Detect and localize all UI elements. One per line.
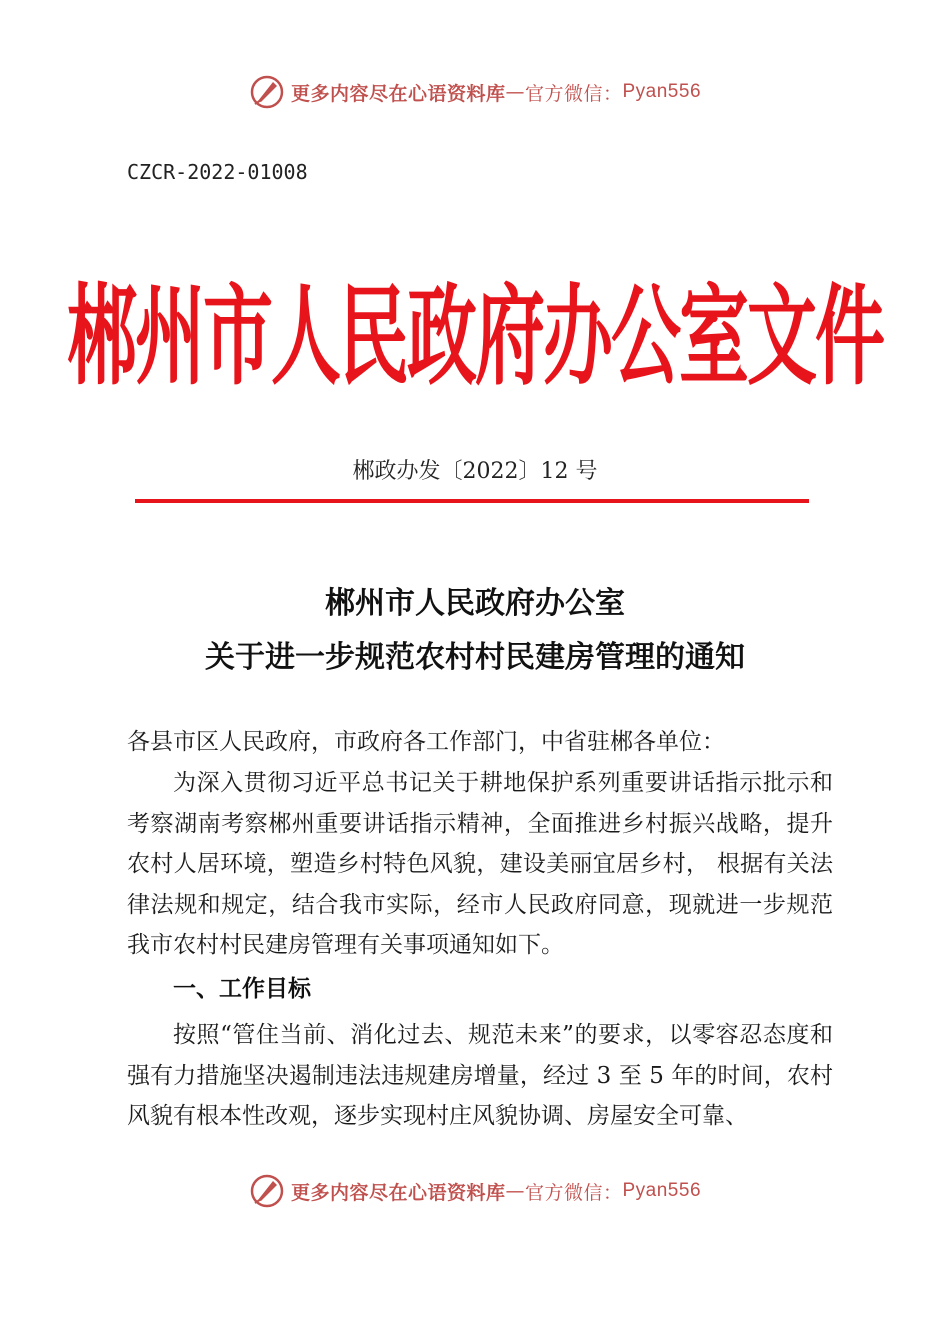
watermark-wechat-id: Pyan556 xyxy=(622,1180,702,1201)
watermark-banner-bottom xyxy=(0,1171,950,1211)
section-heading-goals: 一、工作目标 xyxy=(173,976,311,1002)
watermark-dash: — xyxy=(505,1180,525,1202)
watermark-lead-text: 更多内容尽在心语资料库 xyxy=(290,1181,506,1204)
red-header-title: 郴州市人民政府办公室文件 xyxy=(67,273,883,401)
red-divider-line xyxy=(135,499,809,503)
watermark-banner-top xyxy=(0,72,950,112)
watermark-dash: — xyxy=(505,81,525,103)
document-number: 郴政办发〔2022〕12 号 xyxy=(352,459,598,484)
paragraph-intro: 为深入贯彻习近平总书记关于耕地保护系列重要讲话指示批示和考察湖南考察郴州重要讲话指示精神，全面推进乡村振兴战略，提升农村人居环境，塑造乡村特色风貌，建设美丽宜居乡村， 根据有关法律法规和规定，结合我市实际，经市人民政府同意，现就进一步规范我市农村村民建房管理有关事项通知如下。 xyxy=(127,770,833,958)
watermark-lead-text: 更多内容尽在心语资料库 xyxy=(290,82,506,105)
salutation: 各县市区人民政府，市政府各工作部门，中省驻郴各单位： xyxy=(127,729,725,755)
document-title-line-1: 郴州市人民政府办公室 xyxy=(325,586,625,621)
quill-pen-icon xyxy=(249,74,285,110)
watermark-label: 官方微信： xyxy=(524,82,623,105)
document-title-line-2: 关于进一步规范农村村民建房管理的通知 xyxy=(205,640,745,675)
watermark-label: 官方微信： xyxy=(524,1181,623,1204)
paragraph-goals: 按照“管住当前、消化过去、规范未来”的要求，以零容忍态度和强有力措施坚决遏制违法违规建房增量，经过 3 至 5 年的时间，农村风貌有根本性改观，逐步实现村庄风貌协调、房屋安全可靠、 xyxy=(127,1022,833,1129)
watermark-wechat-id: Pyan556 xyxy=(622,81,702,102)
quill-pen-icon xyxy=(249,1173,285,1209)
document-code: CZCR-2022-01008 xyxy=(127,160,308,184)
